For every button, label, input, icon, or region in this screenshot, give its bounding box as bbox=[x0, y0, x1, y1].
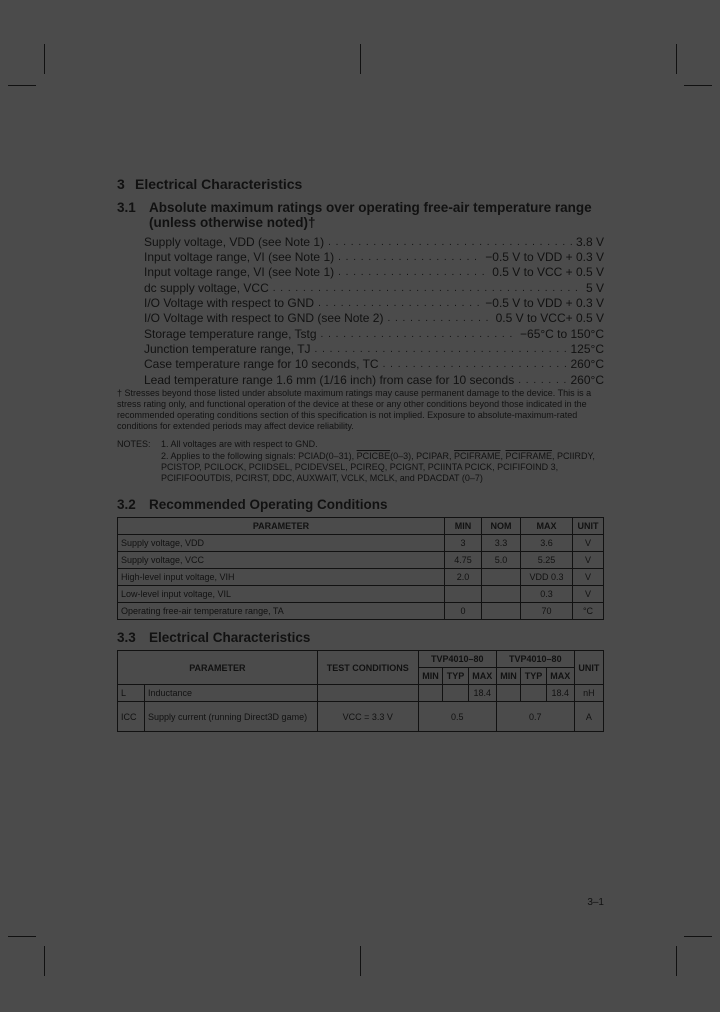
footnote: † Stresses beyond those listed under absolute maximum ratings may cause permanent damage to the device. This is a stress rating only, and functional operation of the device at these or any other conditions beyond those indicated in the recommended operating conditions section of this specification is not implied. Exposure to absolute-maximum-rated conditions for extended periods may affect device reliability. bbox=[117, 388, 592, 431]
table-row: Low-level input voltage, VIL 0.3 V bbox=[118, 586, 604, 603]
rating-row: I/O Voltage with respect to GND (see Note 2) . . . 0.5 V to VCC+ 0.5 V bbox=[144, 311, 604, 326]
crop-mark bbox=[360, 946, 361, 976]
crop-mark bbox=[8, 936, 36, 937]
col-header: UNIT bbox=[573, 518, 604, 535]
rating-row: Storage temperature range, Tstg . . . −65°C to 150°C bbox=[144, 327, 604, 342]
crop-mark bbox=[8, 85, 36, 86]
crop-mark bbox=[44, 44, 45, 74]
col-header: PARAMETER bbox=[118, 651, 318, 685]
col-header: MIN bbox=[445, 518, 482, 535]
table-row: High-level input voltage, VIH 2.0 VDD 0.3 V bbox=[118, 569, 604, 586]
rating-row: I/O Voltage with respect to GND . . . −0.5 V to VDD + 0.3 V bbox=[144, 296, 604, 311]
page-number: 3–1 bbox=[587, 897, 604, 908]
rating-row: Case temperature range for 10 seconds, TC . . . 260°C bbox=[144, 357, 604, 372]
col-header: TVP4010–80 bbox=[418, 651, 496, 668]
rating-row: Input voltage range, VI (see Note 1) . . . 0.5 V to VCC + 0.5 V bbox=[144, 265, 604, 280]
crop-mark bbox=[684, 85, 712, 86]
col-header: MAX bbox=[521, 518, 573, 535]
crop-mark bbox=[360, 44, 361, 74]
crop-mark bbox=[676, 44, 677, 74]
crop-mark bbox=[44, 946, 45, 976]
table-row: L Inductance 18.4 18.4 nH bbox=[118, 685, 604, 702]
crop-mark bbox=[676, 946, 677, 976]
table-row: Supply voltage, VCC 4.75 5.0 5.25 V bbox=[118, 552, 604, 569]
table-row: Operating free-air temperature range, TA 0 70 °C bbox=[118, 603, 604, 620]
table-row: ICC Supply current (running Direct3D game) VCC = 3.3 V 0.5 0.7 A bbox=[118, 702, 604, 732]
elec-table: PARAMETER TEST CONDITIONS TVP4010–80 TVP4010–80 UNIT MIN TYP MAX MIN TYP MAX L Inductance 18.4 18.4 nH ICC Supply current (running Direct3D game) VCC = 3.3 V 0.5 0.7 A bbox=[117, 650, 604, 732]
col-header: UNIT bbox=[574, 651, 603, 685]
elec-title: 3.3 Electrical Characteristics bbox=[117, 630, 311, 645]
col-header: TEST CONDITIONS bbox=[317, 651, 418, 685]
rating-row: Supply voltage, VDD (see Note 1) . . . 3.8 V bbox=[144, 235, 604, 250]
notes-label: NOTES: bbox=[117, 439, 151, 449]
col-header: TVP4010–80 bbox=[496, 651, 574, 668]
note-2: 2. Applies to the following signals: PCIAD(0–31), PCICBE(0–3), PCIPAR, PCIFRAME, PCIFRAME, PCIIRDY, PCISTOP, PCILOCK, PCIIDSEL, PCIDEVSEL, PCIREQ, PCIGNT, PCIINTA PCICK, PCIFIFOIND 3, PCIFIFOOUTDIS, PCIRST, DDC, AUXWAIT, VCLK, MCLK, and PDACDAT (0–7) bbox=[161, 451, 595, 483]
crop-mark bbox=[684, 936, 712, 937]
rating-row: Input voltage range, VI (see Note 1) . . . −0.5 V to VDD + 0.3 V bbox=[144, 250, 604, 265]
note-1: 1. All voltages are with respect to GND. bbox=[161, 439, 318, 449]
abs-max-title: 3.1 Absolute maximum ratings over operating free-air temperature range (unless otherwise noted)† bbox=[117, 200, 592, 230]
col-header: PARAMETER bbox=[118, 518, 445, 535]
rec-op-title: 3.2 Recommended Operating Conditions bbox=[117, 497, 388, 512]
rec-op-table bbox=[117, 517, 604, 620]
rating-row: dc supply voltage, VCC . . . 5 V bbox=[144, 281, 604, 296]
col-header: NOM bbox=[482, 518, 521, 535]
rating-row: Lead temperature range 1.6 mm (1/16 inch) from case for 10 seconds . . . 260°C bbox=[144, 373, 604, 388]
rating-row: Junction temperature range, TJ . . . 125°C bbox=[144, 342, 604, 357]
section-title: 3 Electrical Characteristics bbox=[117, 176, 303, 192]
table-row: Supply voltage, VDD 3 3.3 3.6 V bbox=[118, 535, 604, 552]
